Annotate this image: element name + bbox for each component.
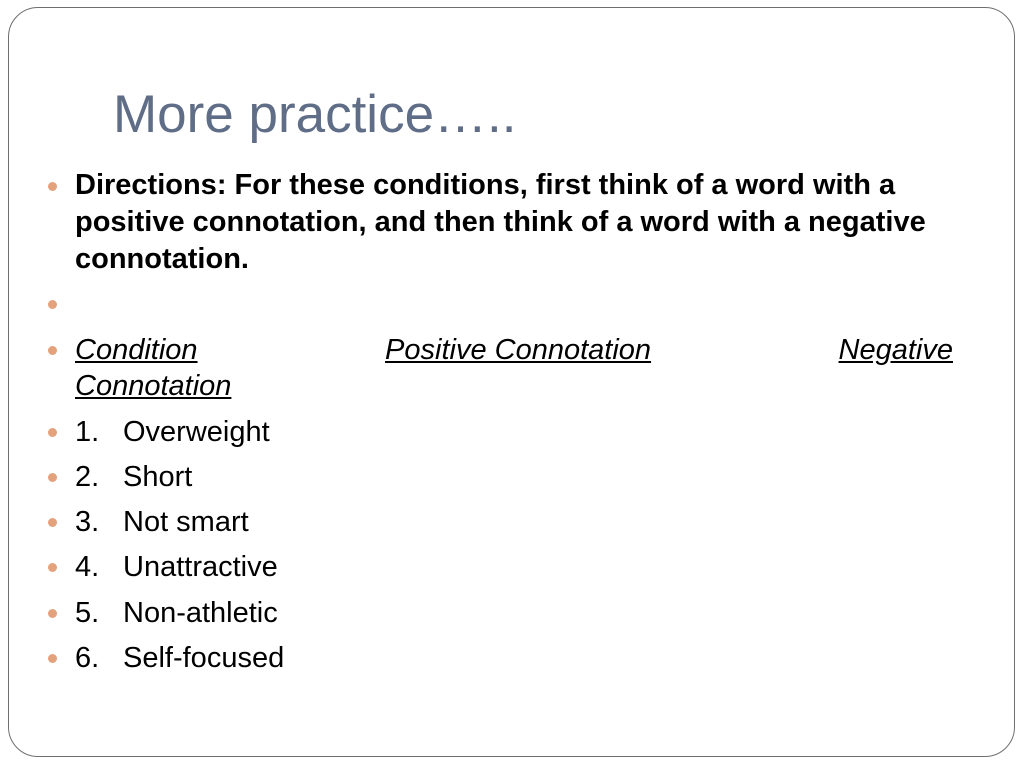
item-number: 3.	[75, 506, 100, 538]
directions-text: Directions: For these conditions, first think of a word with a positive connotation, and then think of a word with a negative connotation.	[75, 169, 926, 275]
item-number: 2.	[75, 461, 100, 493]
bullet-dot-icon	[48, 300, 57, 309]
slide-title: More practice…..	[113, 85, 517, 144]
item-label: Overweight	[123, 416, 270, 448]
table-header	[75, 332, 955, 404]
header-positive: Positive Connotation	[385, 334, 652, 366]
item-number: 5.	[75, 597, 100, 629]
bullet-dot-icon	[48, 563, 57, 572]
bullet-dot-icon	[48, 182, 57, 191]
item-number: 6.	[75, 642, 100, 674]
bullet-dot-icon	[48, 609, 57, 618]
item-number: 1.	[75, 416, 100, 448]
bullet-dot-icon	[48, 473, 57, 482]
item-label: Unattractive	[123, 551, 278, 583]
bullet-dot-icon	[48, 346, 57, 355]
header-negative-continued: Connotation	[75, 370, 232, 402]
item-label: Not smart	[123, 506, 249, 538]
bullet-dot-icon	[48, 518, 57, 527]
bullet-dot-icon	[48, 428, 57, 437]
header-negative: Negative	[838, 334, 953, 366]
item-number: 4.	[75, 551, 100, 583]
header-condition: Condition	[75, 334, 198, 366]
item-label: Non-athletic	[123, 597, 278, 629]
item-label: Self-focused	[123, 642, 285, 674]
bullet-dot-icon	[48, 654, 57, 663]
item-label: Short	[123, 461, 193, 493]
